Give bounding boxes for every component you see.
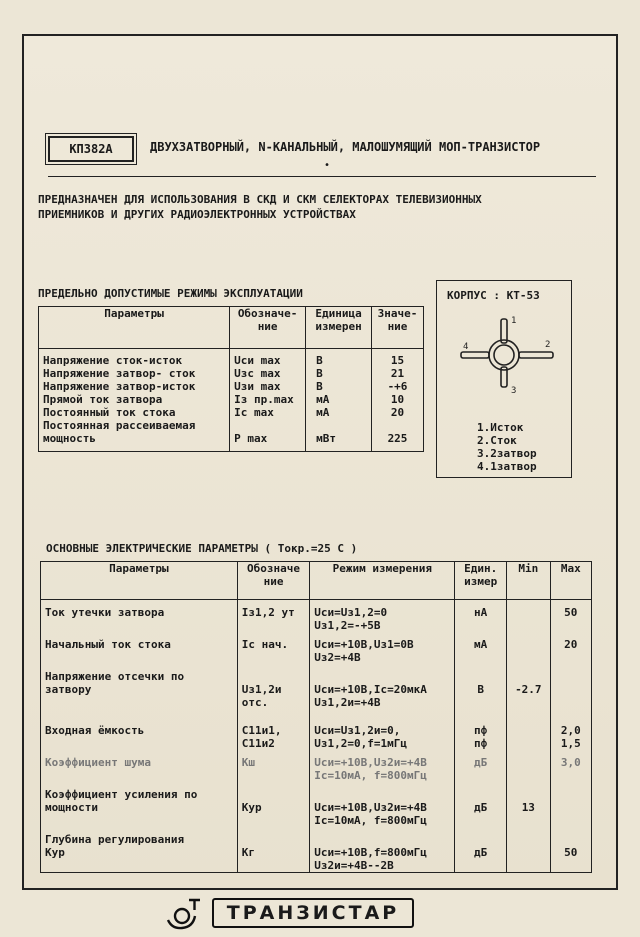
pin-label: 3.2затвор	[477, 447, 537, 460]
pin-label: 1.Исток	[477, 421, 524, 434]
electrical-row	[41, 827, 592, 873]
electrical-max-cell	[550, 782, 591, 827]
limits-symbol: Iс max	[234, 406, 274, 419]
limits-col-values	[372, 349, 424, 452]
limits-header-unit: Единица измерен	[306, 307, 372, 349]
electrical-unit-cell: В	[455, 664, 507, 718]
electrical-row	[41, 750, 592, 782]
electrical-conditions-cell: Uси=+10В,Uз2и=+4В Iс=10мА, f=800мГц	[310, 782, 455, 827]
limits-value: 15	[390, 354, 405, 367]
electrical-param-cell: Начальный ток стока	[41, 632, 238, 664]
electrical-row	[41, 664, 592, 718]
electrical-param-cell: Напряжение отсечки по затвору	[41, 664, 238, 718]
electrical-param-cell: Коэффициент шума	[41, 750, 238, 782]
pin-list	[477, 421, 537, 473]
elec-header-max: Max	[550, 562, 591, 600]
elec-header-min: Min	[507, 562, 551, 600]
elec-header-symbol: Обозначе ние	[237, 562, 310, 600]
limits-symbol: Iз пр.max	[234, 393, 294, 406]
limits-col-params	[39, 349, 230, 452]
purpose-line-2: ПРИЕМНИКОВ И ДРУГИХ РАДИОЭЛЕКТРОННЫХ УСТРОЙСТВАХ	[38, 208, 356, 221]
limits-unit: мА	[316, 393, 330, 406]
model-number: КП382А	[48, 136, 134, 162]
limits-table	[38, 306, 424, 452]
limits-unit: В	[316, 367, 323, 380]
electrical-min-cell: -2.7	[507, 664, 551, 718]
limits-col-symbols	[230, 349, 306, 452]
package-box	[436, 280, 572, 478]
electrical-unit-cell: мА	[455, 632, 507, 664]
pin-number-1: 1	[511, 316, 517, 326]
title-divider	[48, 176, 596, 177]
electrical-max-cell	[550, 664, 591, 718]
limits-symbol: Uзи max	[234, 380, 281, 393]
device-title: ДВУХЗАТВОРНЫЙ, N-КАНАЛЬНЫЙ, МАЛОШУМЯЩИЙ МОП-ТРАНЗИСТОР	[150, 140, 541, 154]
electrical-param-cell: Коэффициент усиления по мощности	[41, 782, 238, 827]
limits-param: Напряжение затвор- сток	[43, 367, 196, 380]
electrical-conditions-cell: Uси=Uз1,2и=0, Uз1,2=0,f=1мГц	[310, 718, 455, 750]
electrical-min-cell	[507, 632, 551, 664]
electrical-table-body	[41, 600, 592, 873]
electrical-unit-cell: дБ	[455, 827, 507, 873]
electrical-max-cell: 50	[550, 600, 591, 633]
electrical-max-cell: 3,0	[550, 750, 591, 782]
electrical-min-cell: 13	[507, 782, 551, 827]
electrical-symbol-cell: C11и1, C11и2	[237, 718, 310, 750]
electrical-unit-cell: пф пф	[455, 718, 507, 750]
limits-col-units	[306, 349, 372, 452]
electrical-row	[41, 632, 592, 664]
datasheet-page	[22, 34, 618, 924]
pin-number-2: 2	[545, 340, 551, 350]
electrical-symbol-cell: Uз1,2и отс.	[237, 664, 310, 718]
limits-value: 20	[390, 406, 405, 419]
electrical-min-cell	[507, 718, 551, 750]
limits-value: 21	[390, 367, 405, 380]
purpose-text	[38, 192, 482, 222]
limits-symbol: P max	[234, 432, 268, 445]
electrical-param-cell: Ток утечки затвора	[41, 600, 238, 633]
limits-unit: мА	[316, 406, 330, 419]
electrical-table	[40, 561, 592, 873]
elec-header-conditions: Режим измерения	[310, 562, 455, 600]
limits-param: Прямой ток затвора	[43, 393, 163, 406]
electrical-param-cell: Глубина регулирования Kур	[41, 827, 238, 873]
elec-header-param: Параметры	[41, 562, 238, 600]
electrical-unit-cell: нА	[455, 600, 507, 633]
electrical-title: ОСНОВНЫЕ ЭЛЕКТРИЧЕСКИЕ ПАРАМЕТРЫ ( Tокр.=25 С )	[46, 542, 358, 555]
pin-number-4: 4	[463, 342, 469, 352]
limits-param: Постоянная рассеиваемая мощность	[43, 419, 196, 445]
limits-title: ПРЕДЕЛЬНО ДОПУСТИМЫЕ РЕЖИМЫ ЭКСПЛУАТАЦИИ	[38, 287, 303, 300]
electrical-conditions-cell: Uси=+10В,Uз1=0В Uз2=+4В	[310, 632, 455, 664]
limits-unit: В	[316, 354, 323, 367]
electrical-conditions-cell: Uси=+10В,Iс=20мкА Uз1,2и=+4В	[310, 664, 455, 718]
limits-symbol: Uзс max	[234, 367, 281, 380]
electrical-max-cell: 50	[550, 827, 591, 873]
limits-value: 10	[390, 393, 405, 406]
electrical-symbol-cell: Kш	[237, 750, 310, 782]
electrical-row	[41, 600, 592, 633]
limits-param: Напряжение сток-исток	[43, 354, 183, 367]
limits-value: 225	[387, 432, 408, 445]
electrical-param-cell: Входная ёмкость	[41, 718, 238, 750]
limits-header-param: Параметры	[39, 307, 230, 349]
limits-param: Напряжение затвор-исток	[43, 380, 196, 393]
bullet-mark: •	[324, 160, 331, 171]
package-title: КОРПУС : КТ-53	[447, 289, 540, 302]
electrical-symbol-cell: Iс нач.	[237, 632, 310, 664]
electrical-max-cell: 2,0 1,5	[550, 718, 591, 750]
electrical-conditions-cell: Uси=+10В,f=800мГц Uз2и=+4В--2В	[310, 827, 455, 873]
limits-spacer	[234, 419, 301, 432]
limits-param: Постоянный ток стока	[43, 406, 176, 419]
electrical-min-cell	[507, 750, 551, 782]
electrical-max-cell: 20	[550, 632, 591, 664]
limits-header-value: Значе- ние	[372, 307, 424, 349]
electrical-min-cell	[507, 600, 551, 633]
package-outline-icon	[451, 311, 561, 397]
electrical-symbol-cell: Kур	[237, 782, 310, 827]
pin-label: 4.1затвор	[477, 460, 537, 473]
brand-logo	[164, 892, 464, 932]
electrical-symbol-cell: Kг	[237, 827, 310, 873]
pin-number-3: 3	[511, 386, 517, 396]
limits-spacer	[316, 419, 367, 432]
brand-name: ТРАНЗИСТАР	[212, 898, 414, 928]
limits-header-symbol: Обозначе- ние	[230, 307, 306, 349]
electrical-conditions-cell: Uси=Uз1,2=0 Uз1,2=-+5В	[310, 600, 455, 633]
brand-emblem-icon	[164, 896, 204, 930]
limits-symbol: Uси max	[234, 354, 281, 367]
elec-header-unit: Един. измер	[455, 562, 507, 600]
limits-unit: мВт	[316, 432, 336, 445]
electrical-unit-cell: дБ	[455, 782, 507, 827]
electrical-min-cell	[507, 827, 551, 873]
electrical-row	[41, 782, 592, 827]
electrical-conditions-cell: Uси=+10В,Uз2и=+4В Iс=10мА, f=800мГц	[310, 750, 455, 782]
limits-unit: В	[316, 380, 323, 393]
electrical-unit-cell: дБ	[455, 750, 507, 782]
limits-spacer	[376, 419, 419, 432]
electrical-row	[41, 718, 592, 750]
purpose-line-1: ПРЕДНАЗНАЧЕН ДЛЯ ИСПОЛЬЗОВАНИЯ В СКД И СКМ СЕЛЕКТОРАХ ТЕЛЕВИЗИОННЫХ	[38, 193, 482, 206]
electrical-symbol-cell: Iз1,2 ут	[237, 600, 310, 633]
pin-label: 2.Сток	[477, 434, 517, 447]
limits-value: -+6	[387, 380, 408, 393]
